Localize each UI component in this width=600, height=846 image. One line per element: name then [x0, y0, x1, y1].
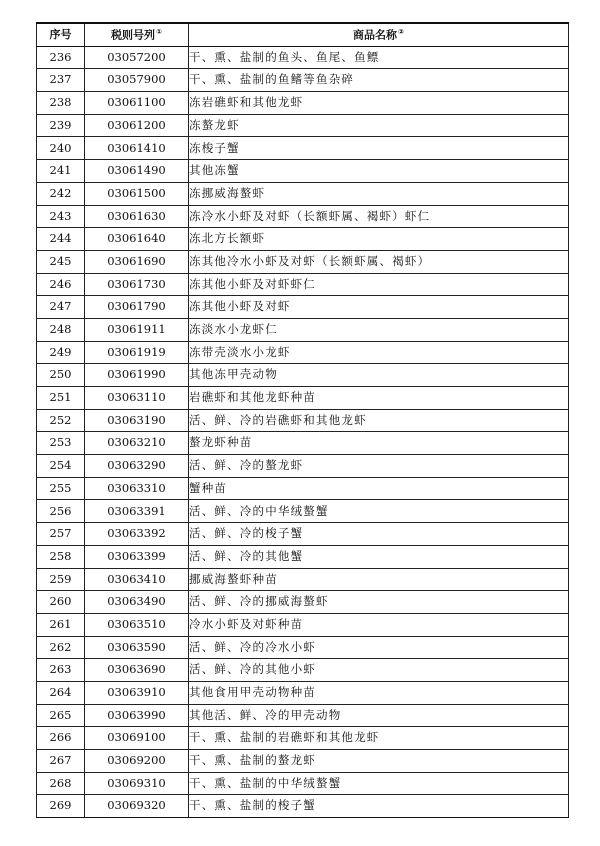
table-row: [37, 160, 569, 183]
tariff-code-cell: 03061640: [85, 228, 189, 251]
tariff-code-cell: 03061410: [85, 137, 189, 160]
tariff-code-cell: 03069200: [85, 750, 189, 773]
product-name-cell: 冻其他冷水小虾及对虾（长额虾属、褐虾）: [189, 250, 569, 273]
table-row: [37, 205, 569, 228]
seq-cell: 252: [37, 409, 85, 432]
product-name-cell: 活、鲜、冷的螯龙虾: [189, 455, 569, 478]
seq-cell: 248: [37, 318, 85, 341]
seq-cell: 266: [37, 727, 85, 750]
table-row: [37, 477, 569, 500]
table-row: [37, 250, 569, 273]
tariff-table: [36, 22, 569, 818]
tariff-code-cell: 03063510: [85, 613, 189, 636]
product-name-cell: 其他活、鲜、冷的甲壳动物: [189, 704, 569, 727]
product-name-cell: 干、熏、盐制的鱼头、鱼尾、鱼鳔: [189, 46, 569, 69]
table-row: [37, 228, 569, 251]
seq-cell: 260: [37, 591, 85, 614]
table-row: [37, 681, 569, 704]
seq-cell: 262: [37, 636, 85, 659]
product-name-cell: 活、鲜、冷的其他小虾: [189, 659, 569, 682]
tariff-code-cell: 03063190: [85, 409, 189, 432]
table-row: [37, 500, 569, 523]
table-row: [37, 114, 569, 137]
seq-cell: 249: [37, 341, 85, 364]
seq-cell: 253: [37, 432, 85, 455]
product-name-cell: 蟹种苗: [189, 477, 569, 500]
seq-cell: 238: [37, 92, 85, 115]
seq-cell: 241: [37, 160, 85, 183]
table-row: [37, 409, 569, 432]
product-name-cell: 干、熏、盐制的螯龙虾: [189, 750, 569, 773]
header-seq-label: 序号: [49, 28, 72, 42]
product-name-cell: 活、鲜、冷的挪威海螯虾: [189, 591, 569, 614]
seq-cell: 261: [37, 613, 85, 636]
tariff-code-cell: 03061490: [85, 160, 189, 183]
seq-cell: 257: [37, 523, 85, 546]
tariff-code-cell: 03063910: [85, 681, 189, 704]
seq-cell: 237: [37, 69, 85, 92]
seq-cell: 265: [37, 704, 85, 727]
product-name-cell: 其他冻蟹: [189, 160, 569, 183]
table-row: [37, 455, 569, 478]
tariff-code-cell: 03063310: [85, 477, 189, 500]
seq-cell: 256: [37, 500, 85, 523]
tariff-code-cell: 03063990: [85, 704, 189, 727]
tariff-code-cell: 03061919: [85, 341, 189, 364]
product-name-cell: 冻淡水小龙虾仁: [189, 318, 569, 341]
seq-cell: 250: [37, 364, 85, 387]
header-code-footnote: ①: [156, 28, 162, 37]
table-row: [37, 387, 569, 410]
tariff-code-cell: 03063399: [85, 545, 189, 568]
tariff-code-cell: 03063392: [85, 523, 189, 546]
product-name-cell: 冻挪威海螯虾: [189, 182, 569, 205]
tariff-code-cell: 03063690: [85, 659, 189, 682]
tariff-code-cell: 03063410: [85, 568, 189, 591]
product-name-cell: 活、鲜、冷的其他蟹: [189, 545, 569, 568]
table-row: [37, 772, 569, 795]
header-code: [85, 23, 189, 46]
seq-cell: 258: [37, 545, 85, 568]
tariff-code-cell: 03069100: [85, 727, 189, 750]
table-row: [37, 750, 569, 773]
product-name-cell: 干、熏、盐制的鱼鳍等鱼杂碎: [189, 69, 569, 92]
table-row: [37, 341, 569, 364]
tariff-code-cell: 03061630: [85, 205, 189, 228]
product-name-cell: 冻岩礁虾和其他龙虾: [189, 92, 569, 115]
product-name-cell: 冻其他小虾及对虾: [189, 296, 569, 319]
table-row: [37, 432, 569, 455]
tariff-code-cell: 03061990: [85, 364, 189, 387]
tariff-code-cell: 03061100: [85, 92, 189, 115]
table-row: [37, 795, 569, 818]
product-name-cell: 干、熏、盐制的岩礁虾和其他龙虾: [189, 727, 569, 750]
seq-cell: 243: [37, 205, 85, 228]
product-name-cell: 冻北方长额虾: [189, 228, 569, 251]
tariff-code-cell: 03063391: [85, 500, 189, 523]
header-row: [37, 23, 569, 46]
seq-cell: 268: [37, 772, 85, 795]
product-name-cell: 活、鲜、冷的中华绒螯蟹: [189, 500, 569, 523]
header-seq: [37, 23, 85, 46]
seq-cell: 246: [37, 273, 85, 296]
product-name-cell: 活、鲜、冷的冷水小虾: [189, 636, 569, 659]
seq-cell: 264: [37, 681, 85, 704]
product-name-cell: 活、鲜、冷的岩礁虾和其他龙虾: [189, 409, 569, 432]
seq-cell: 254: [37, 455, 85, 478]
product-name-cell: 活、鲜、冷的梭子蟹: [189, 523, 569, 546]
tariff-code-cell: 03063210: [85, 432, 189, 455]
header-name-footnote: ②: [398, 28, 404, 37]
seq-cell: 259: [37, 568, 85, 591]
seq-cell: 255: [37, 477, 85, 500]
table-row: [37, 273, 569, 296]
tariff-code-cell: 03063490: [85, 591, 189, 614]
tariff-code-cell: 03061730: [85, 273, 189, 296]
product-name-cell: 冻带壳淡水小龙虾: [189, 341, 569, 364]
tariff-code-cell: 03063290: [85, 455, 189, 478]
tariff-code-cell: 03063590: [85, 636, 189, 659]
seq-cell: 251: [37, 387, 85, 410]
product-name-cell: 冻其他小虾及对虾虾仁: [189, 273, 569, 296]
seq-cell: 269: [37, 795, 85, 818]
table-row: [37, 591, 569, 614]
table-row: [37, 568, 569, 591]
seq-cell: 245: [37, 250, 85, 273]
seq-cell: 240: [37, 137, 85, 160]
tariff-code-cell: 03057200: [85, 46, 189, 69]
table-row: [37, 92, 569, 115]
table-row: [37, 704, 569, 727]
tariff-code-cell: 03061500: [85, 182, 189, 205]
table-row: [37, 69, 569, 92]
product-name-cell: 干、熏、盐制的中华绒螯蟹: [189, 772, 569, 795]
tariff-code-cell: 03061200: [85, 114, 189, 137]
tariff-code-cell: 03057900: [85, 69, 189, 92]
table-row: [37, 296, 569, 319]
table-row: [37, 523, 569, 546]
table-header: [37, 23, 569, 46]
header-name-label: 商品名称: [353, 28, 398, 42]
product-name-cell: 冷水小虾及对虾种苗: [189, 613, 569, 636]
header-name: [189, 23, 569, 46]
table-row: [37, 46, 569, 69]
table-body: [37, 46, 569, 817]
tariff-code-cell: 03069310: [85, 772, 189, 795]
product-name-cell: 冻螯龙虾: [189, 114, 569, 137]
seq-cell: 244: [37, 228, 85, 251]
product-name-cell: 其他食用甲壳动物种苗: [189, 681, 569, 704]
product-name-cell: 岩礁虾和其他龙虾种苗: [189, 387, 569, 410]
tariff-code-cell: 03063110: [85, 387, 189, 410]
seq-cell: 247: [37, 296, 85, 319]
table-row: [37, 318, 569, 341]
product-name-cell: 冻梭子蟹: [189, 137, 569, 160]
table-row: [37, 659, 569, 682]
tariff-code-cell: 03069320: [85, 795, 189, 818]
seq-cell: 263: [37, 659, 85, 682]
tariff-code-cell: 03061911: [85, 318, 189, 341]
table-row: [37, 636, 569, 659]
table-row: [37, 364, 569, 387]
product-name-cell: 螯龙虾种苗: [189, 432, 569, 455]
table-row: [37, 727, 569, 750]
table-row: [37, 613, 569, 636]
tariff-code-cell: 03061690: [85, 250, 189, 273]
seq-cell: 267: [37, 750, 85, 773]
seq-cell: 242: [37, 182, 85, 205]
table-row: [37, 545, 569, 568]
seq-cell: 239: [37, 114, 85, 137]
table-row: [37, 182, 569, 205]
product-name-cell: 干、熏、盐制的梭子蟹: [189, 795, 569, 818]
tariff-code-cell: 03061790: [85, 296, 189, 319]
header-code-label: 税则号列: [111, 28, 156, 42]
product-name-cell: 其他冻甲壳动物: [189, 364, 569, 387]
seq-cell: 236: [37, 46, 85, 69]
product-name-cell: 冻冷水小虾及对虾（长额虾属、褐虾）虾仁: [189, 205, 569, 228]
table-row: [37, 137, 569, 160]
product-name-cell: 挪威海螯虾种苗: [189, 568, 569, 591]
